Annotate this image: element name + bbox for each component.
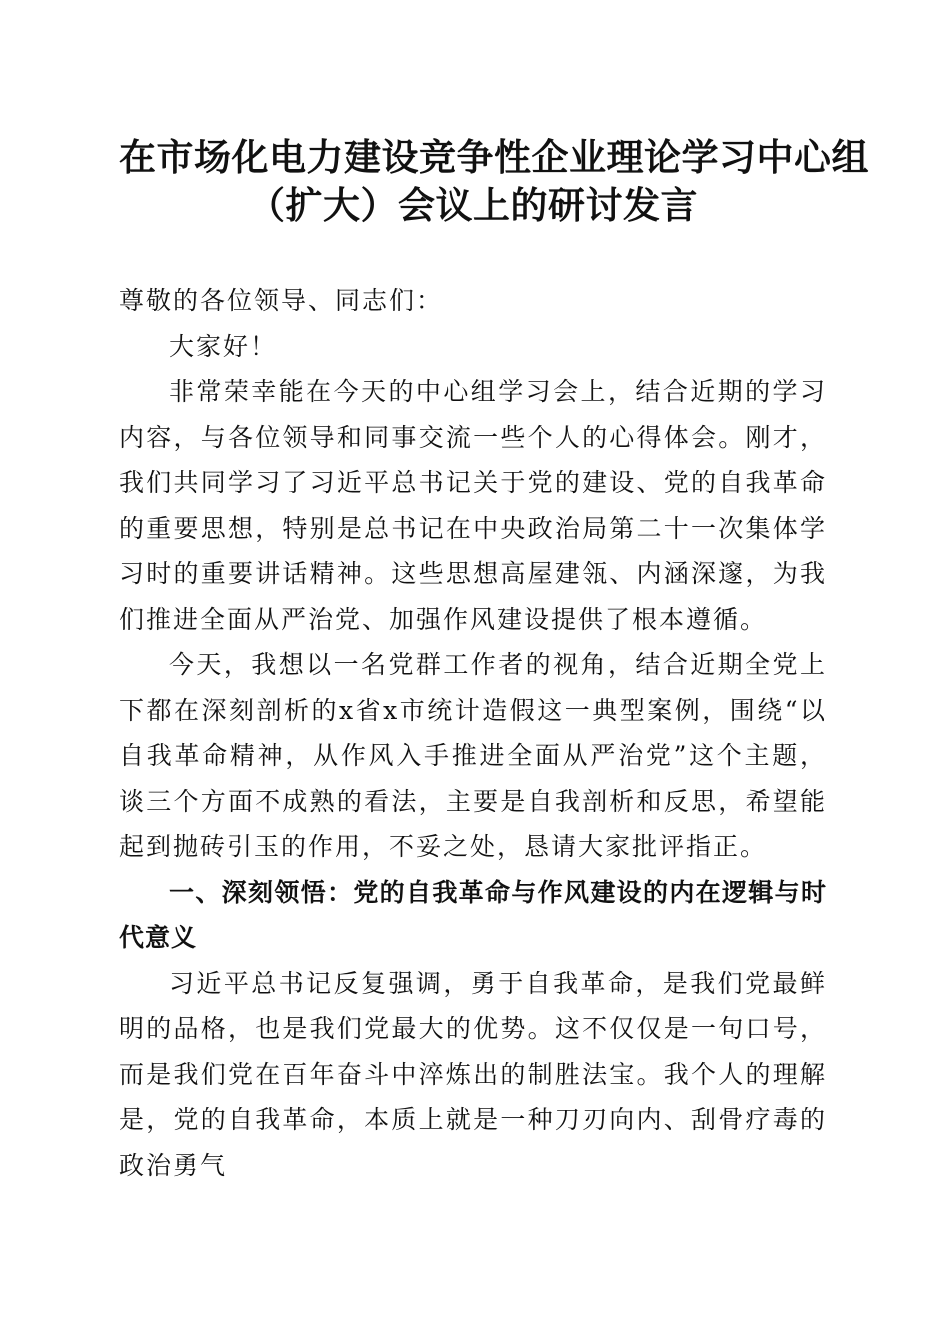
paragraph-intro: 非常荣幸能在今天的中心组学习会上，结合近期的学习内容，与各位领导和同事交流一些个人的心得体会。刚才，我们共同学习了习近平总书记关于党的建设、党的自我革命的重要思想，特别是总书记在中央政治局第二十一次集体学习时的重要讲话精神。这些思想高屋建瓴、内涵深邃，为我们推进全面从严治党、加强作风建设提供了根本遵循。 [119,377,827,634]
title-line-1: 在市场化电力建设竞争性企业理论学习中心组 [119,136,869,179]
title-line-2: （扩大）会议上的研讨发言 [248,184,698,227]
section-1-paragraph: 习近平总书记反复强调，勇于自我革命，是我们党最鲜明的品格，也是我们党最大的优势。这不仅仅是一句口号，而是我们党在百年奋斗中淬炼出的制胜法宝。我个人的理解是，党的自我革命，本质上就是一种刀刃向内、刮骨疗毒的政治勇气 [119,968,827,1180]
document-title [119,134,869,230]
document-page [119,134,869,1188]
document-body [119,278,827,1188]
paragraph-topic: 今天，我想以一名党群工作者的视角，结合近期全党上下都在深刻剖析的x省x市统计造假这一典型案例，围绕“以自我革命精神，从作风入手推进全面从严治党”这个主题，谈三个方面不成熟的看法，主要是自我剖析和反思，希望能起到抛砖引玉的作用，不妥之处，恳请大家批评指正。 [119,650,827,861]
greeting: 大家好！ [169,331,278,361]
section-heading-1: 一、深刻领悟：党的自我革命与作风建设的内在逻辑与时代意义 [119,877,827,952]
salutation: 尊敬的各位领导、同志们： [119,286,444,315]
